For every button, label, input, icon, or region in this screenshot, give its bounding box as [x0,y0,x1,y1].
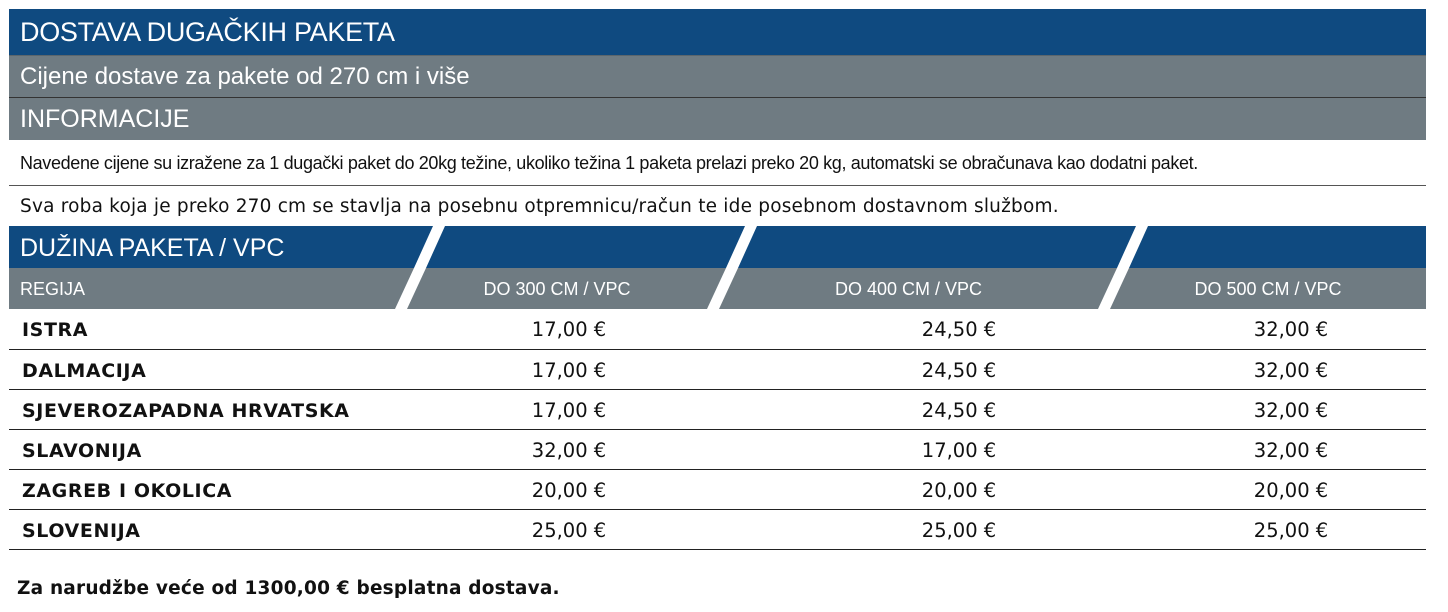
price-500: 32,00 € [1253,318,1329,341]
price-500: 25,00 € [1253,519,1329,542]
delivery-info-panel [9,9,1426,550]
note-oversize: Sva roba koja je preko 270 cm se stavlja na posebnu otpremnicu/račun te ide posebnom dostavnom službom. [20,196,1059,217]
table-title: DUŽINA PAKETA / VPC [20,234,285,262]
price-400: 17,00 € [921,439,997,462]
price-300: 17,00 € [531,359,607,382]
table-row [9,510,1426,550]
table-row [9,309,1426,350]
table-row [9,350,1426,390]
column-header-300: DO 300 CM / VPC [483,279,631,299]
page-subtitle: Cijene dostave za pakete od 270 cm i više [9,55,1426,97]
table-row [9,470,1426,510]
region-name: SLOVENIJA [22,520,141,542]
price-400: 20,00 € [921,479,997,502]
price-400: 24,50 € [921,399,997,422]
price-300: 17,00 € [531,399,607,422]
region-name: SLAVONIJA [22,440,142,462]
region-name: ISTRA [22,319,89,341]
price-400: 24,50 € [921,359,997,382]
price-300: 32,00 € [531,439,607,462]
price-table-header [9,226,1426,309]
price-300: 17,00 € [531,318,607,341]
note-weight: Navedene cijene su izražene za 1 dugački paket do 20kg težine, ukoliko težina 1 paketa prelazi preko 20 kg, automatski se obračunava kao dodatni paket. [9,141,1426,186]
price-500: 32,00 € [1253,399,1329,422]
price-500: 32,00 € [1253,439,1329,462]
free-delivery-note: Za narudžbe veće od 1300,00 € besplatna dostava. [17,578,560,599]
price-300: 25,00 € [531,519,607,542]
region-name: ZAGREB I OKOLICA [22,480,233,502]
page-title: DOSTAVA DUGAČKIH PAKETA [9,9,1426,55]
price-table-body [9,309,1426,550]
column-header-400: DO 400 CM / VPC [834,279,983,299]
table-row [9,390,1426,430]
section-heading: INFORMACIJE [9,97,1426,140]
price-300: 20,00 € [531,479,607,502]
column-header-500: DO 500 CM / VPC [1194,279,1342,299]
price-400: 24,50 € [921,318,997,341]
price-400: 25,00 € [921,519,997,542]
region-name: DALMACIJA [22,360,147,382]
region-name: SJEVEROZAPADNA HRVATSKA [22,400,350,422]
price-500: 32,00 € [1253,359,1329,382]
table-row [9,430,1426,470]
price-500: 20,00 € [1253,479,1329,502]
column-header-region: REGIJA [20,279,86,299]
